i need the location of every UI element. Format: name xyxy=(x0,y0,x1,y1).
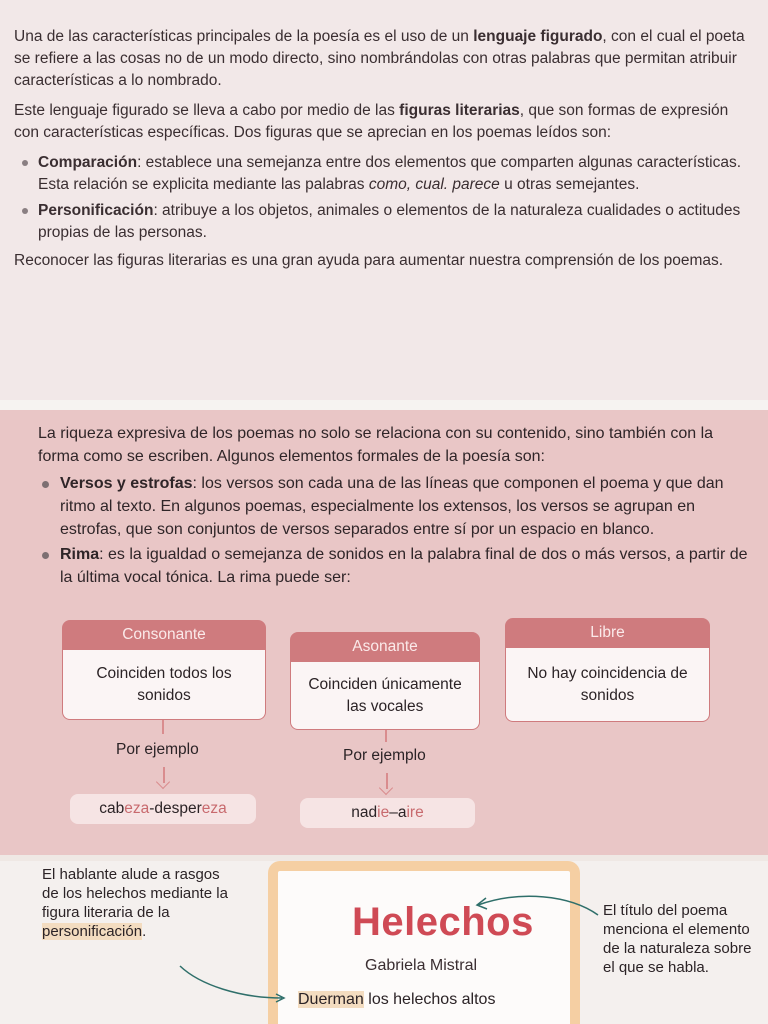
annotation-title: El título del poema menciona el elemento de la naturaleza sobre el que se habla. xyxy=(603,902,752,976)
rhyme-card-consonante xyxy=(62,620,266,720)
bullet-icon xyxy=(42,552,49,559)
list-item-personificacion: Personificación: atribuye a los objetos, animales o elementos de la naturaleza cualidades o actitudes propias de las personas. xyxy=(14,200,754,244)
bullet-icon xyxy=(22,208,28,214)
poem-title: Helechos xyxy=(352,900,534,944)
poem-verse: Duerman los helechos altos xyxy=(298,991,496,1008)
rhyme-card-header: Asonante xyxy=(290,632,480,662)
divider xyxy=(0,400,768,410)
term-lenguaje-figurado: lenguaje figurado xyxy=(473,28,603,45)
bullet-icon xyxy=(42,481,49,488)
poetry-form-section xyxy=(0,410,768,855)
arrow-down-icon xyxy=(380,773,394,795)
paragraph-figurative-language: Una de las características principales de la poesía es el uso de un lenguaje figurado, con el cual el poeta se refiere a las cosas no de un modo directo, sino nombrándolas con otras palabras que permitan atribuir características a lo nombrado. xyxy=(14,28,745,89)
por-ejemplo-label: Por ejemplo xyxy=(343,747,426,764)
rhyme-example-consonante: cab eza - desper eza xyxy=(70,794,256,824)
term-figuras-literarias: figuras literarias xyxy=(399,102,520,119)
rhyme-card-header: Consonante xyxy=(62,620,266,650)
rhyme-card-body: No hay coincidencia de sonidos xyxy=(505,648,710,722)
bullet-icon xyxy=(22,160,28,166)
list-item-rima: Rima: es la igualdad o semejanza de sonidos en la palabra final de dos o más versos, a partir de la última vocal tónica. La rima puede ser: xyxy=(38,543,750,589)
paragraph-literary-figures: Este lenguaje figurado se lleva a cabo por medio de las figuras literarias, que son formas de expresión con características específicas. Dos figuras que se aprecian en los poemas leídos son: xyxy=(14,102,729,141)
connector-line xyxy=(385,730,387,742)
arrow-down-icon xyxy=(157,767,171,789)
list-item-comparacion: Comparación: establece una semejanza entre dos elementos que comparten algunas características. Esta relación se explicita mediante las palabras como, cual. parece u otras semejantes. xyxy=(14,152,754,196)
connector-line xyxy=(162,720,164,734)
rhyme-card-body: Coinciden únicamente las vocales xyxy=(290,662,480,730)
por-ejemplo-label: Por ejemplo xyxy=(116,741,199,758)
annotation-personification: El hablante alude a rasgos de los helechos mediante la figura literaria de la personificación. xyxy=(42,866,228,940)
rhyme-card-asonante xyxy=(290,632,480,730)
rhyme-example-asonante: nad ie – a ire xyxy=(300,798,475,828)
figurative-language-section xyxy=(0,0,768,400)
rhyme-card-libre xyxy=(505,618,710,722)
literary-figures-list xyxy=(14,152,754,244)
rhyme-card-header: Libre xyxy=(505,618,710,648)
list-item-versos-estrofas: Versos y estrofas: los versos son cada una de las líneas que componen el poema y que dan ritmo al texto. En algunos poemas, especialmente los extensos, los versos se agrupan en estrofas, que son conjuntos de versos separados entre sí por un espacio en blanco. xyxy=(38,472,750,541)
poem-author: Gabriela Mistral xyxy=(365,957,478,974)
paragraph-conclusion: Reconocer las figuras literarias es una gran ayuda para aumentar nuestra comprensión de los poemas. xyxy=(14,252,724,269)
paragraph-poetry-form: La riqueza expresiva de los poemas no solo se relaciona con su contenido, sino también con la forma como se escriben. Algunos elementos formales de la poesía son: xyxy=(38,425,714,465)
formal-elements-list xyxy=(38,472,750,589)
rhyme-card-body: Coinciden todos los sonidos xyxy=(62,650,266,720)
